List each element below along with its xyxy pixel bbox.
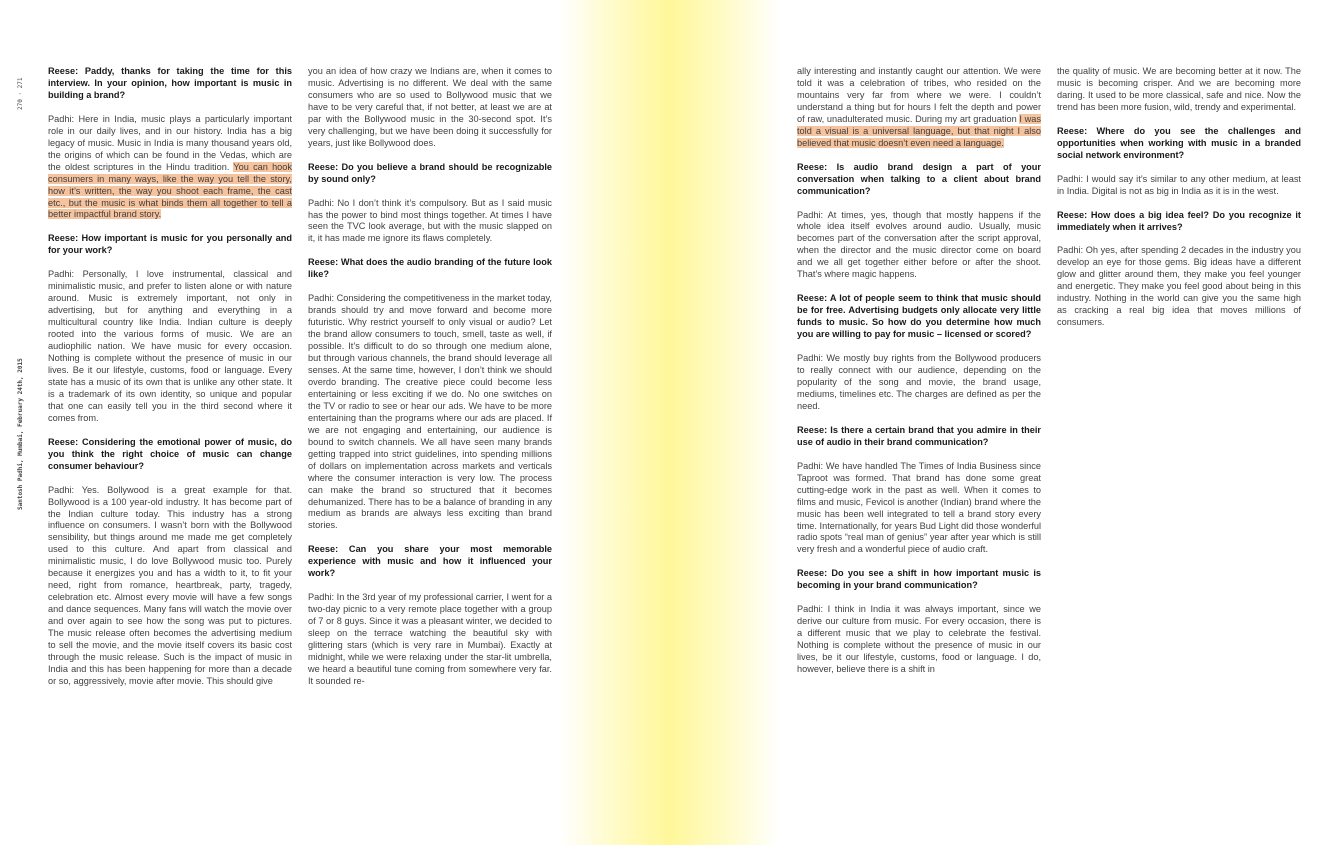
answer-text: Padhi: Personally, I love instrumental, classical and minimalistic music, and prefer to listen alone or with nature around. Music is extremely important, not only in advertising, but for anything and everything in a multicultural country like India. Indian culture is deeply rooted into the various forms of music. We are an audiophilic nation. We have music for every occasion. Nothing is complete without the presence of music in our lives. Be it our lifestyle, customs, food or language. Every state has a music of its own that is unlike any other state. It is a trademark of its own identity, so unique and popular that one can easily tell you in the third second where it comes from. bbox=[48, 269, 292, 423]
interview-answer bbox=[797, 604, 1041, 676]
answer-text: Padhi: Oh yes, after spending 2 decades in the industry you develop an eye for those gems. Big ideas have a different glow and glitter around them, they make you feel younger and energetic. They make you feel good about being in this industry. Nothing in the world can give you the same high as cracking a real big idea that moves millions of consumers. bbox=[1057, 245, 1301, 328]
interview-question: Reese: Paddy, thanks for taking the time for this interview. In your opinion, how important is music in building a brand? bbox=[48, 66, 292, 100]
answer-text: Padhi: In the 3rd year of my professional carrier, I went for a two-day picnic to a very remote place together with a group of 7 or 8 guys. Since it was a pleasant winter, we decided to sleep on the terrace watching the beautiful sky with glittering stars (which is very rare in Mumbai). Exactly at midnight, while we were relaxing under the star-lit umbrella, we heard a beautiful tune coming from somewhere very far. It sounded re- bbox=[308, 592, 552, 686]
interview-question: Reese: What does the audio branding of the future look like? bbox=[308, 257, 552, 280]
answer-text: Padhi: We mostly buy rights from the Bollywood producers to really connect with our audience, depending on the popularity of the song and movie, the brand usage, mediums, timelines etc. The charges are defined as per the need. bbox=[797, 353, 1041, 411]
highlighted-quote: I was told a visual is a universal language, but that night I also believed that music doesn’t even need a language. bbox=[797, 113, 1041, 148]
interview-answer bbox=[308, 66, 552, 150]
interview-answer bbox=[308, 592, 552, 688]
interview-answer bbox=[48, 269, 292, 424]
interview-question: Reese: Is there a certain brand that you admire in their use of audio in their brand communication? bbox=[797, 424, 1041, 447]
interview-answer bbox=[1057, 66, 1301, 114]
interview-question: Reese: Is audio brand design a part of your conversation when talking to a client about brand communication? bbox=[797, 161, 1041, 196]
interview-answer bbox=[797, 66, 1041, 150]
running-header bbox=[17, 70, 27, 510]
page-fold-gradient bbox=[560, 0, 780, 845]
interview-question: Reese: Can you share your most memorable experience with music and how it influenced your work? bbox=[308, 544, 552, 579]
answer-text: the quality of music. We are becoming better at it now. The music is becoming crisper. And we are becoming more daring. It used to be more classical, safe and nice. Now the trend has been more fusion, wild, trendy and experimental. bbox=[1057, 66, 1301, 112]
highlighted-quote: You can hook consumers in many ways, like the way you tell the story, how it’s written, the way you shoot each frame, the cast etc., but the music is what binds them all together to tell a better impactful brand story. bbox=[48, 161, 292, 220]
interview-answer bbox=[797, 353, 1041, 413]
interview-answer bbox=[308, 293, 552, 532]
interview-answer bbox=[48, 114, 292, 222]
page-numbers: 270 · 271 bbox=[17, 77, 24, 110]
interview-answer bbox=[308, 198, 552, 246]
interview-answer bbox=[797, 461, 1041, 557]
answer-text: Padhi: Here in India, music plays a particularly important role in our daily lives, and in our history. India has a big legacy of music. Music in India is many thousand years old, the origins of which can be found in the Vedas, which are the oldest scriptures in the Hindu tradition. bbox=[48, 113, 292, 172]
column-1 bbox=[48, 66, 292, 700]
column-4 bbox=[1057, 66, 1301, 341]
column-3 bbox=[797, 66, 1041, 688]
interview-question: Reese: How does a big idea feel? Do you recognize it immediately when it arrives? bbox=[1057, 209, 1301, 232]
answer-text: Padhi: I think in India it was always important, since we derive our culture from music. For every occasion, there is a different music that we play to celebrate the festival. Nothing is complete without the presence of music in our lives, be it our lifestyle, customs, food or language. I do, however, believe there is a shift in bbox=[797, 604, 1041, 675]
interview-question: Reese: Where do you see the challenges and opportunities when working with music in a branded social network environment? bbox=[1057, 125, 1301, 160]
column-2 bbox=[308, 66, 552, 700]
answer-text: Padhi: I would say it’s similar to any other medium, at least in India. Digital is not as big in India as it is in the west. bbox=[1057, 173, 1301, 196]
answer-text: you an idea of how crazy we Indians are, when it comes to music. Advertising is no different. We deal with the same consumers who are so used to Bollywood music that we have to be very careful that, if not better, at least we are at par with the Bollywood music in the 30-second spot. It’s very challenging, but we have been doing it successfully for years, just like Bollywood does. bbox=[308, 66, 552, 148]
answer-text: Padhi: At times, yes, though that mostly happens if the whole idea itself evolves around audio. Usually, music becomes part of the conversation after the script approval, when the director and the music director come on board and we all get together either before or after the shoot. That’s where magic happens. bbox=[797, 209, 1041, 280]
answer-text: Padhi: Yes. Bollywood is a great example for that. Bollywood is a 100 year-old industry. It has become part of the Indian culture today. This industry has a strong influence on consumers. I wasn’t born with the Bollywood sensibility, but things around me made me get completely used to this culture. And apart from classical and minimalistic music, I do love Bollywood music too. Purely because it energizes you and has a width to it, to fit your need, right from romance, heartbreak, party, tragedy, celebration etc. Almost every movie will have a few songs and dance sequences. Many fans will watch the movie over and over again to see how the song was put to pictures. The music release often becomes the advertising medium to sell the movie, and the movie itself covers its basic cost through the music release. Such is the impact of music in India and this has been happening for more than a decade or so, aggressively, movie after movie. This should give bbox=[48, 484, 292, 686]
interview-question: Reese: Do you see a shift in how important music is becoming in your brand communication? bbox=[797, 568, 1041, 591]
interview-question: Reese: How important is music for you personally and for your work? bbox=[48, 233, 292, 256]
answer-text: Padhi: No I don’t think it’s compulsory. But as I said music has the power to bind most things together. At times I have seen the TVC look average, but with the music slapped on it, it has made me ignore its flaws completely. bbox=[308, 197, 552, 244]
interview-answer bbox=[797, 210, 1041, 282]
answer-text: Padhi: Considering the competitiveness in the market today, brands should try and move forward and become more futuristic. Why restrict yourself to only visual or audio? Let the brand allow consumers to touch, smell, taste as well, if possible. It’s difficult to do so through one medium alone, but through various channels, the brand should leverage all senses. At the same time, however, I don’t think we should overdo branding. The creative piece could become less entertaining or less exciting if we do. No one switches on the TV or radio to see or hear our ads. We have to be more entertaining than the programs where our ads are placed. If we are not engaging and entertaining, our audience is bound to switch channels. We all have seen many brands getting trapped into strict guidelines, into spending millions of dollars on implementation across markets and verticals where the consumer interaction is very low. The process can make the brand so structured that it becomes dehumanized. There has to be a balance of branding in any medium as brands are always less exciting than brand stories. bbox=[308, 293, 552, 531]
interview-answer bbox=[1057, 245, 1301, 329]
interview-answer bbox=[48, 485, 292, 688]
interview-byline: Santosh Padhi, Mumbai, February 24th, 2015 bbox=[17, 358, 24, 510]
interview-question: Reese: Considering the emotional power of music, do you think the right choice of music can change consumer behaviour? bbox=[48, 436, 292, 471]
answer-text: ally interesting and instantly caught our attention. We were told it was a celebration of tribes, who resided on the mountains very far from where we were. I couldn’t understand a thing but for hours I felt the depth and power of raw, unadulterated music. During my art graduation bbox=[797, 66, 1041, 124]
interview-answer bbox=[1057, 174, 1301, 198]
interview-question: Reese: A lot of people seem to think that music should be for free. Advertising budgets only allocate very little funds to music. So how do you determine how much you are willing to pay for music – licensed or scored? bbox=[797, 293, 1041, 340]
interview-question: Reese: Do you believe a brand should be recognizable by sound only? bbox=[308, 161, 552, 184]
answer-text: Padhi: We have handled The Times of India Business since Taproot was formed. That brand has done some great cutting-edge work in the past as well. When it comes to films and music, Fevicol is another (Indian) brand where the music has been well integrated to tell a brand story every time. Internationally, for years Bud Light did those wonderful radio spots “real man of genius” year after year which is still very fresh and a wonderful piece of audio craft. bbox=[797, 460, 1041, 555]
